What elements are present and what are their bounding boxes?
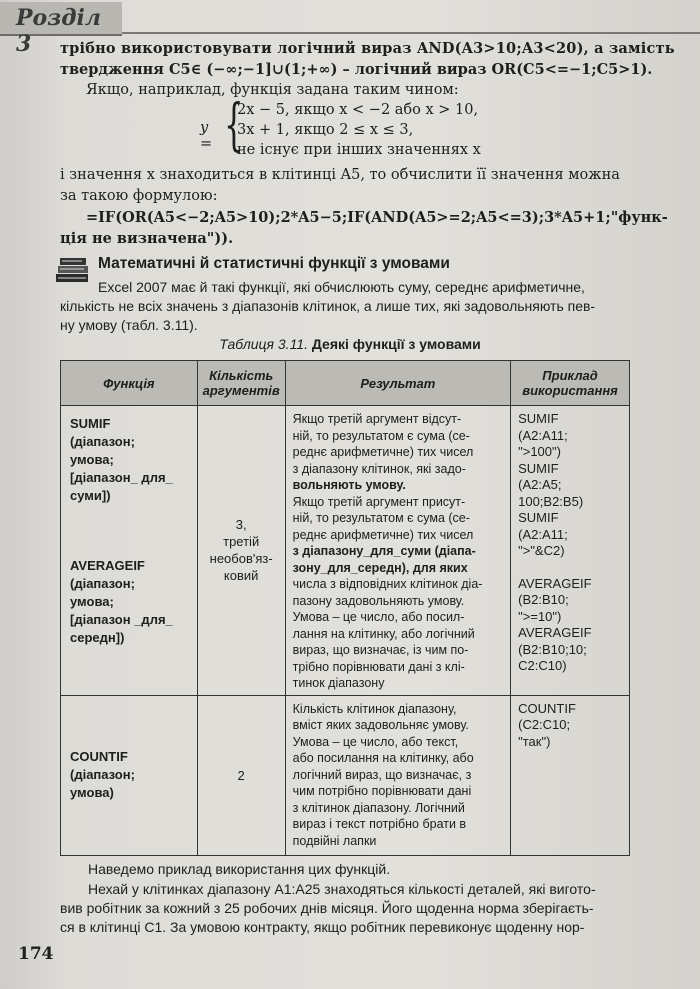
example-line: ">100") xyxy=(518,444,561,459)
intro-line-1: трібно використовувати логічний вираз AND(A3>10;A3<20), а замість xyxy=(60,40,675,57)
result-line: вольняють умову. xyxy=(292,478,406,492)
arg-count-cell: 2 xyxy=(197,695,285,855)
outro-line-3: вив робітник за кожний з 25 робочих днів місяця. Його щоденна норма зберігаєть- xyxy=(60,900,594,916)
header-example: Приклад використання xyxy=(511,361,630,406)
result-line: зону_для_середн), для яких xyxy=(292,560,468,575)
result-line: реднє арифметичне) тих чисел xyxy=(292,527,474,542)
header-rule xyxy=(122,32,700,34)
header-function: Функція xyxy=(61,361,198,406)
chapter-tab xyxy=(0,2,122,57)
example-line: 100;B2:B5) xyxy=(518,493,584,509)
result-line: з діапазону_для_суми (діапа- xyxy=(292,544,476,558)
fn-line: COUNTIF xyxy=(70,749,128,764)
section-para-line-1: Excel 2007 має й такі функції, які обчислюють суму, середнє арифметичне, xyxy=(98,279,585,295)
result-line: Якщо третій аргумент присут- xyxy=(292,494,466,509)
result-line: ній, то результатом є сума (се- xyxy=(292,511,470,525)
fn-line: умова; xyxy=(70,594,114,609)
outro-line-4: ся в клітинці C1. За умовою контракту, якщо робітник перевиконує щоденну нор- xyxy=(60,919,585,935)
example-line: SUMIF xyxy=(518,460,559,476)
fn-line: (діапазон; xyxy=(70,576,135,591)
outro-line-1: Наведемо приклад використання цих функцій. xyxy=(88,861,391,877)
example-line: C2:C10) xyxy=(518,658,567,673)
result-line: трібно порівнювати дані з клі- xyxy=(292,659,465,674)
result-line: з діапазону клітинок, які задо- xyxy=(292,461,466,476)
sumif-examples xyxy=(512,407,628,562)
result-line: Кількість клітинок діапазону, xyxy=(292,701,457,716)
example-line: "так") xyxy=(518,733,551,749)
args-line: ковий xyxy=(223,568,259,584)
example-line: (C2:C10; xyxy=(518,717,571,732)
result-line: лання на клітинку, або логічний xyxy=(292,626,475,641)
result-line: ній, то результатом є сума (се- xyxy=(292,428,470,443)
header-arg-count: Кількість аргументів xyxy=(197,361,285,406)
example-line: AVERAGEIF xyxy=(518,575,592,591)
section-title: Математичні й статистичні функції з умовами xyxy=(98,255,450,272)
result-line: Умова – це число, або текст, xyxy=(292,734,459,749)
intro-line-3: Якщо, наприклад, функція задана таким чином: xyxy=(86,82,459,98)
intro-line-2: твердження C5∈ (−∞;−1]∪(1;+∞) – логічний вираз OR(C5<=−1;C5>1). xyxy=(60,61,653,78)
arg-count-cell xyxy=(197,406,285,696)
fn-line: SUMIF xyxy=(70,416,111,431)
fn-line: умова) xyxy=(70,785,114,800)
result-line: чим потрібно порівнювати дані xyxy=(292,784,472,798)
result-line: пазону задовольняють умову. xyxy=(292,593,465,608)
result-line: з клітинок діапазону. Логічний xyxy=(292,800,465,815)
brace-symbol: { xyxy=(224,93,244,158)
averageif-examples xyxy=(512,562,628,677)
args-line: третій xyxy=(223,534,260,550)
example-line: (A2:A5; xyxy=(518,477,562,492)
fn-line: AVERAGEIF xyxy=(70,558,145,573)
example-line: (A2:A11; xyxy=(518,526,568,542)
result-line: Умова – це число, або посил- xyxy=(292,610,465,624)
fn-line: (діапазон; xyxy=(70,767,135,782)
args-line: 3, xyxy=(235,517,247,533)
example-line: ">=10") xyxy=(518,608,562,624)
table-row xyxy=(61,695,630,855)
result-line: тинок діапазону xyxy=(292,676,385,690)
example-line: (A2:A11; xyxy=(518,427,568,443)
formula-line-2: ція не визначена")). xyxy=(60,230,234,247)
example-line: SUMIF xyxy=(518,510,559,525)
result-line: числа з відповідних клітинок діа- xyxy=(292,577,483,591)
result-line: вираз, що визначає, із чим по- xyxy=(292,643,469,657)
result-text xyxy=(287,697,509,852)
fn-line: (діапазон; xyxy=(70,434,135,449)
outro-line-2: Нехай у клітинках діапазону A1:A25 знаходяться кількості деталей, які вигото- xyxy=(88,881,596,897)
system-case-1: 2x − 5, якщо x < −2 або x > 10, xyxy=(237,102,479,118)
table-row xyxy=(61,406,630,696)
functions-table xyxy=(60,360,630,856)
system-lhs: y = xyxy=(200,120,213,152)
system-lines xyxy=(237,100,481,160)
result-line: подвійні лапки xyxy=(292,833,377,848)
result-line: вираз і текст потрібно брати в xyxy=(292,817,467,831)
fn-line: [діапазон _для_ xyxy=(70,612,173,627)
table-caption-title: Деякі функції з умовами xyxy=(311,336,481,352)
example-line: AVERAGEIF xyxy=(518,625,592,640)
example-cell xyxy=(511,695,630,855)
header-result: Результат xyxy=(285,361,510,406)
example-cell xyxy=(511,406,630,696)
system-case-3: не існує при інших значеннях x xyxy=(237,142,481,158)
fn-line: [діапазон_ для_ xyxy=(70,470,173,485)
table-header-row xyxy=(61,361,630,406)
section-para-line-3: ну умову (табл. 3.11). xyxy=(60,317,198,333)
countif-examples xyxy=(512,697,628,753)
example-line: COUNTIF xyxy=(518,700,576,716)
fn-line: суми]) xyxy=(70,488,111,503)
example-line: ">"&C2) xyxy=(518,543,565,558)
fn-line: середн]) xyxy=(70,630,125,645)
result-line: або посилання на клітинку, або xyxy=(292,751,474,765)
function-cell xyxy=(61,695,198,855)
table-caption xyxy=(150,336,550,352)
sumif-signature xyxy=(62,407,196,505)
after-system-line-1: і значення x знаходиться в клітинці A5, то обчислити її значення можна xyxy=(60,167,620,183)
countif-signature xyxy=(62,748,196,802)
section-para-line-2: кількість не всіх значень з діапазонів клітинок, а лише тих, які задовольняють пев- xyxy=(60,298,596,314)
averageif-signature xyxy=(62,505,196,647)
chapter-title: Розділ 3 xyxy=(16,5,102,57)
result-text xyxy=(287,407,509,694)
example-line: SUMIF xyxy=(518,411,559,426)
table-caption-number: Таблиця 3.11. xyxy=(219,336,308,352)
result-line: реднє арифметичне) тих чисел xyxy=(292,445,474,459)
page-number: 174 xyxy=(18,944,54,964)
function-cell xyxy=(61,406,198,696)
system-case-2: 3x + 1, якщо 2 ≤ x ≤ 3, xyxy=(237,122,414,138)
result-cell xyxy=(285,406,510,696)
formula-line-1: =IF(OR(A5<−2;A5>10);2*A5−5;IF(AND(A5>=2;A5<=3);3*A5+1;"функ- xyxy=(86,209,668,226)
result-cell xyxy=(285,695,510,855)
books-icon xyxy=(54,252,92,288)
result-line: Якщо третій аргумент відсут- xyxy=(292,412,462,426)
fn-line: умова; xyxy=(70,452,114,467)
result-line: вміст яких задовольняє умову. xyxy=(292,718,469,732)
example-line: (B2:B10; xyxy=(518,592,569,607)
result-line: логічний вираз, що визначає, з xyxy=(292,767,472,782)
after-system-line-2: за такою формулою: xyxy=(60,188,218,204)
example-line: (B2:B10;10; xyxy=(518,641,587,657)
args-line: необов'яз- xyxy=(209,551,273,567)
